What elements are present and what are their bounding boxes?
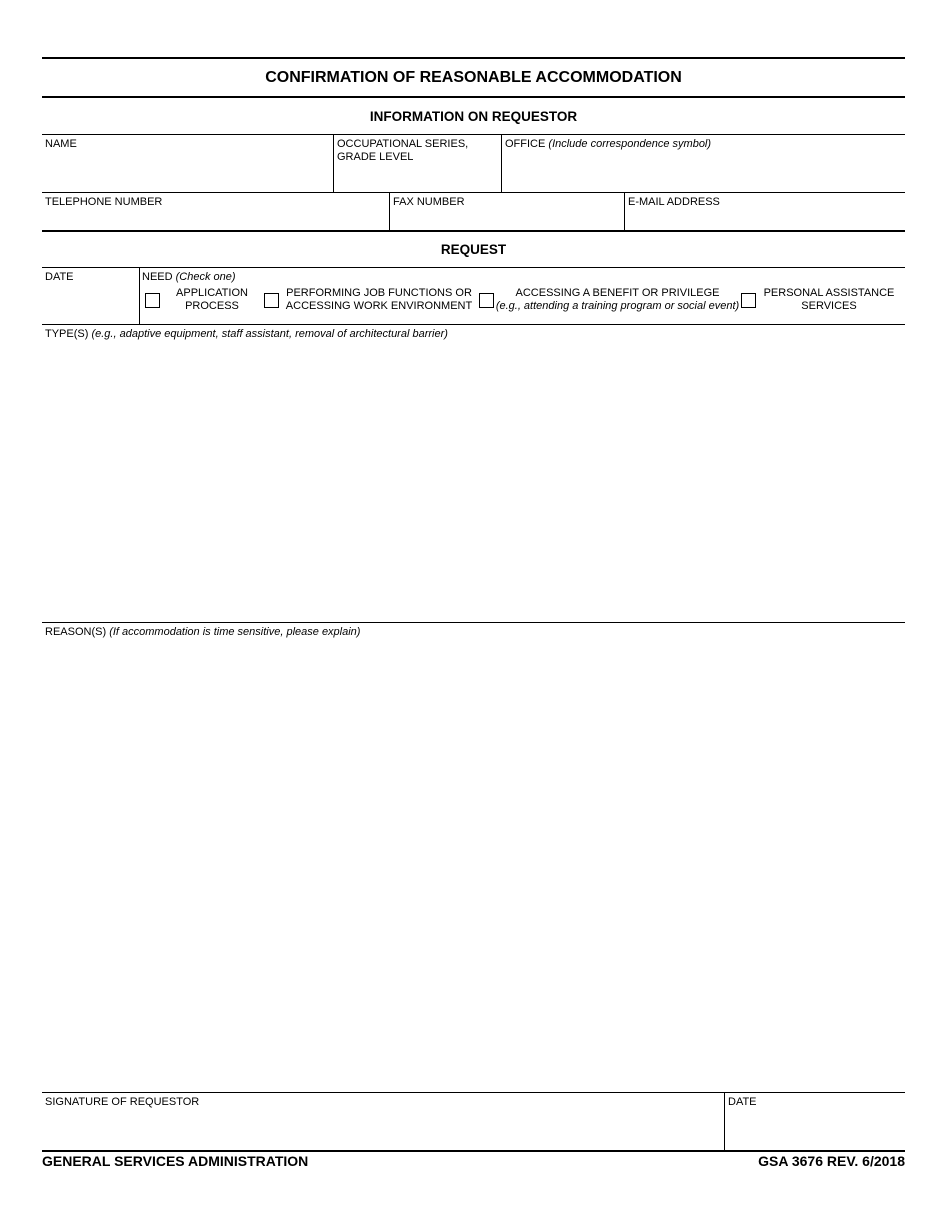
reasons-hint: (If accommodation is time sensitive, please explain) [109, 626, 361, 638]
name-label: NAME [45, 138, 77, 150]
form-title: CONFIRMATION OF REASONABLE ACCOMMODATION [265, 68, 682, 86]
office-hint: (Include correspondence symbol) [548, 138, 712, 150]
need-field [139, 268, 905, 324]
occ-series-label-2: GRADE LEVEL [337, 151, 414, 163]
need-option-text: APPLICATION [176, 287, 248, 299]
telephone-label: TELEPHONE NUMBER [45, 196, 163, 208]
need-benefit-checkbox[interactable] [479, 293, 494, 308]
need-option-application [160, 287, 264, 313]
types-label: TYPE(S) [45, 328, 89, 340]
requestor-row-2 [42, 193, 905, 230]
need-option-benefit [494, 287, 741, 313]
need-option-text: PERSONAL ASSISTANCE [763, 287, 895, 299]
email-field[interactable] [624, 193, 905, 230]
office-field[interactable] [501, 135, 905, 192]
need-hint: (Check one) [175, 271, 236, 283]
need-option-text: ACCESSING A BENEFIT OR PRIVILEGE [515, 287, 720, 299]
fax-field[interactable] [389, 193, 624, 230]
request-date-label: DATE [45, 271, 74, 283]
need-option-hint: (e.g., attending a training program or social event) [495, 300, 740, 312]
form-number: GSA 3676 REV. 6/2018 [758, 1153, 905, 1169]
request-row [42, 268, 905, 324]
fax-label: FAX NUMBER [393, 196, 465, 208]
occupational-series-field[interactable] [333, 135, 501, 192]
signature-label: SIGNATURE OF REQUESTOR [45, 1096, 200, 1108]
need-option-text: PERFORMING JOB FUNCTIONS OR [286, 287, 472, 299]
requestor-row-1 [42, 135, 905, 192]
types-field[interactable] [42, 325, 905, 622]
need-option-text: PROCESS [185, 300, 239, 312]
accommodation-form [42, 57, 905, 1169]
need-job-functions-checkbox[interactable] [264, 293, 279, 308]
need-option-personal-assistance [756, 287, 902, 313]
need-personal-assistance-checkbox[interactable] [741, 293, 756, 308]
signature-date-label: DATE [728, 1096, 757, 1108]
name-field[interactable] [42, 135, 333, 192]
occ-series-label-1: OCCUPATIONAL SERIES, [337, 138, 469, 150]
need-label-wrap [142, 271, 902, 284]
signature-row [42, 1093, 905, 1150]
email-label: E-MAIL ADDRESS [628, 196, 720, 208]
form-footer [42, 1152, 905, 1169]
need-option-text: ACCESSING WORK ENVIRONMENT [285, 300, 473, 312]
requestor-section-heading: INFORMATION ON REQUESTOR [369, 108, 578, 124]
signature-field[interactable] [42, 1093, 724, 1150]
request-section-heading: REQUEST [440, 242, 507, 257]
telephone-field[interactable] [42, 193, 389, 230]
reasons-label: REASON(S) [45, 626, 107, 638]
need-application-checkbox[interactable] [145, 293, 160, 308]
reasons-field[interactable] [42, 623, 905, 1092]
need-option-text: SERVICES [801, 300, 857, 312]
need-options [142, 284, 902, 313]
office-label: OFFICE [505, 138, 546, 150]
types-hint: (e.g., adaptive equipment, staff assistant, removal of architectural barrier) [91, 328, 448, 340]
request-date-field[interactable] [42, 268, 139, 324]
need-option-job-functions [279, 287, 479, 313]
signature-date-field[interactable] [724, 1093, 905, 1150]
need-label: NEED [142, 271, 173, 283]
agency-name: GENERAL SERVICES ADMINISTRATION [42, 1153, 309, 1169]
